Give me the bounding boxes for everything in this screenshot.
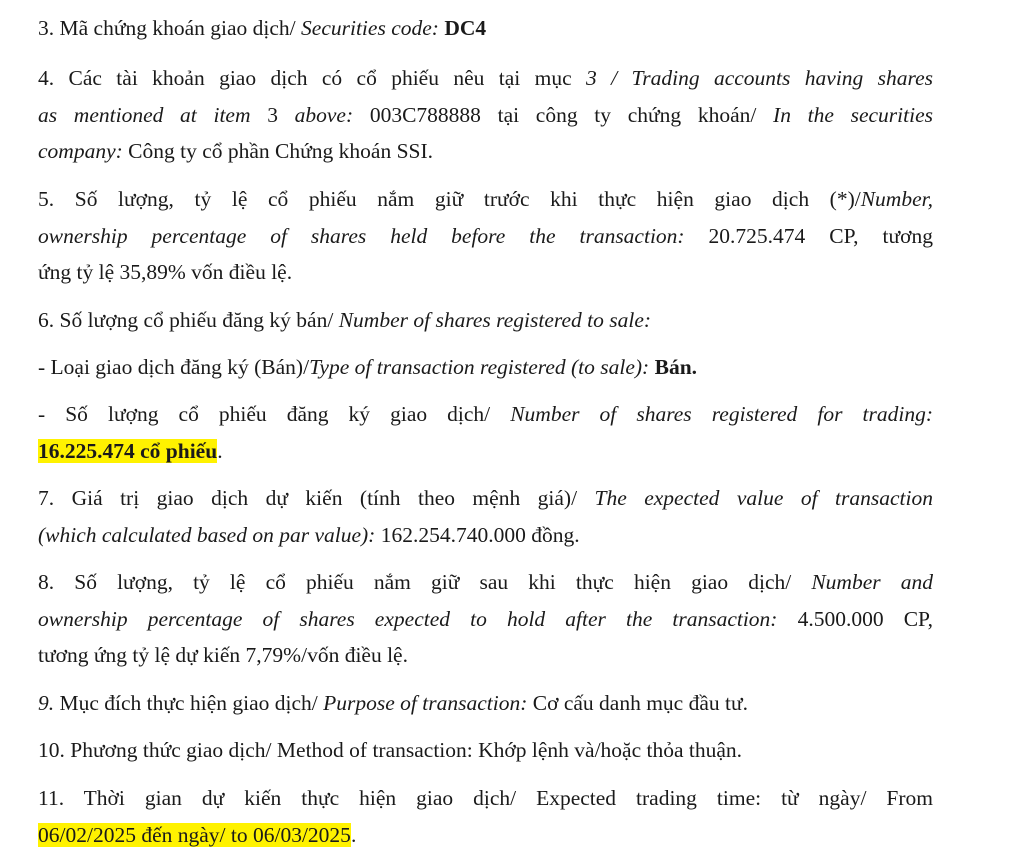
item-9-en: Purpose of transaction: <box>323 691 528 715</box>
trading-period-value: 06/02/2025 đến ngày/ to 06/03/2025 <box>38 822 351 847</box>
item-8-line2-vi: 4.500.000 CP, <box>777 606 933 631</box>
item-6a-vi: - Loại giao dịch đăng ký (Bán)/ <box>38 355 310 379</box>
item-7-line2-vi: 162.254.740.000 đồng. <box>375 522 580 547</box>
item-4-line1-vi: 4. Các tài khoản giao dịch có cổ phiếu nêu tại mục <box>38 66 587 90</box>
transaction-type-value: Bán. <box>654 355 698 379</box>
item-6b-shares-for-trading <box>38 396 933 469</box>
item-5-line2-vi: 20.725.474 CP, tương <box>684 223 933 248</box>
item-7-expected-value <box>38 480 933 553</box>
item-4-line2-en3: In the securities <box>773 102 934 127</box>
item-8-line3-vi: tương ứng tỷ lệ dự kiến 7,79%/vốn điều lệ. <box>38 643 408 667</box>
item-11-expected-time <box>38 780 933 853</box>
item-5-holdings-before <box>38 181 933 291</box>
item-6-shares-registered <box>38 302 933 339</box>
securities-code-value: DC4 <box>444 16 487 40</box>
item-10-text: 10. Phương thức giao dịch/ Method of transaction: Khớp lệnh và/hoặc thỏa thuận. <box>38 738 743 762</box>
item-4-line2-vi: 003C788888 tại công ty chứng khoán/ <box>353 102 774 127</box>
item-6-vi: 6. Số lượng cổ phiếu đăng ký bán/ <box>38 308 339 332</box>
item-8-line1-en: Number and <box>811 570 933 594</box>
item-8-line1-vi: 8. Số lượng, tỷ lệ cổ phiếu nắm giữ sau khi thực hiện giao dịch/ <box>38 570 812 594</box>
item-9-purpose <box>38 685 933 722</box>
item-5-line1-en: Number, <box>860 187 933 211</box>
item-7-line1-en: The expected value of transaction <box>594 486 933 510</box>
item-4-line1-en: 3 / Trading accounts having shares <box>586 66 934 90</box>
item-5-line3-vi: ứng tỷ lệ 35,89% vốn điều lệ. <box>38 260 293 284</box>
item-3-securities-code <box>38 10 933 47</box>
item-4-trading-accounts <box>38 60 933 170</box>
item-6b-line1-en: Number of shares registered for trading: <box>510 402 933 426</box>
item-8-line2-en: ownership percentage of shares expected to hold after the transaction: <box>38 606 778 631</box>
item-3-vi: 3. Mã chứng khoán giao dịch/ <box>38 16 302 40</box>
item-6b-line1-vi: - Số lượng cổ phiếu đăng ký giao dịch/ <box>38 402 511 426</box>
item-4-line2-num: 3 <box>267 102 295 127</box>
item-6b-tail: . <box>217 438 223 463</box>
item-6-en: Number of shares registered to sale: <box>338 308 652 332</box>
shares-for-trading-value: 16.225.474 cổ phiếu <box>38 438 218 463</box>
item-7-line1-vi: 7. Giá trị giao dịch dự kiến (tính theo mệnh giá)/ <box>38 486 595 510</box>
item-4-line2-en: as mentioned at item <box>38 102 268 127</box>
item-5-line1-vi: 5. Số lượng, tỷ lệ cổ phiếu nắm giữ trước khi thực hiện giao dịch (*)/ <box>38 187 861 211</box>
item-5-line2-en: ownership percentage of shares held before the transaction: <box>38 223 685 248</box>
item-3-en: Securities code: <box>301 16 445 40</box>
item-10-method <box>38 732 933 769</box>
item-8-holdings-after <box>38 564 933 674</box>
item-6a-transaction-type <box>38 349 933 386</box>
item-7-line2-en: (which calculated based on par value): <box>38 522 376 547</box>
item-11-tail: . <box>350 822 357 847</box>
item-6a-en: Type of transaction registered (to sale): <box>309 355 650 379</box>
item-4-line3-vi: Công ty cổ phần Chứng khoán SSI. <box>122 139 434 163</box>
item-4-line2-en2: above: <box>294 102 354 127</box>
item-4-line3-en: company: <box>38 139 123 163</box>
item-11-line1: 11. Thời gian dự kiến thực hiện giao dịch/ Expected trading time: từ ngày/ From <box>38 786 933 810</box>
item-9-num: 9. <box>38 691 55 715</box>
item-9-vi: Mục đích thực hiện giao dịch/ <box>54 691 324 715</box>
item-9-vi2: Cơ cấu danh mục đầu tư. <box>527 691 749 715</box>
